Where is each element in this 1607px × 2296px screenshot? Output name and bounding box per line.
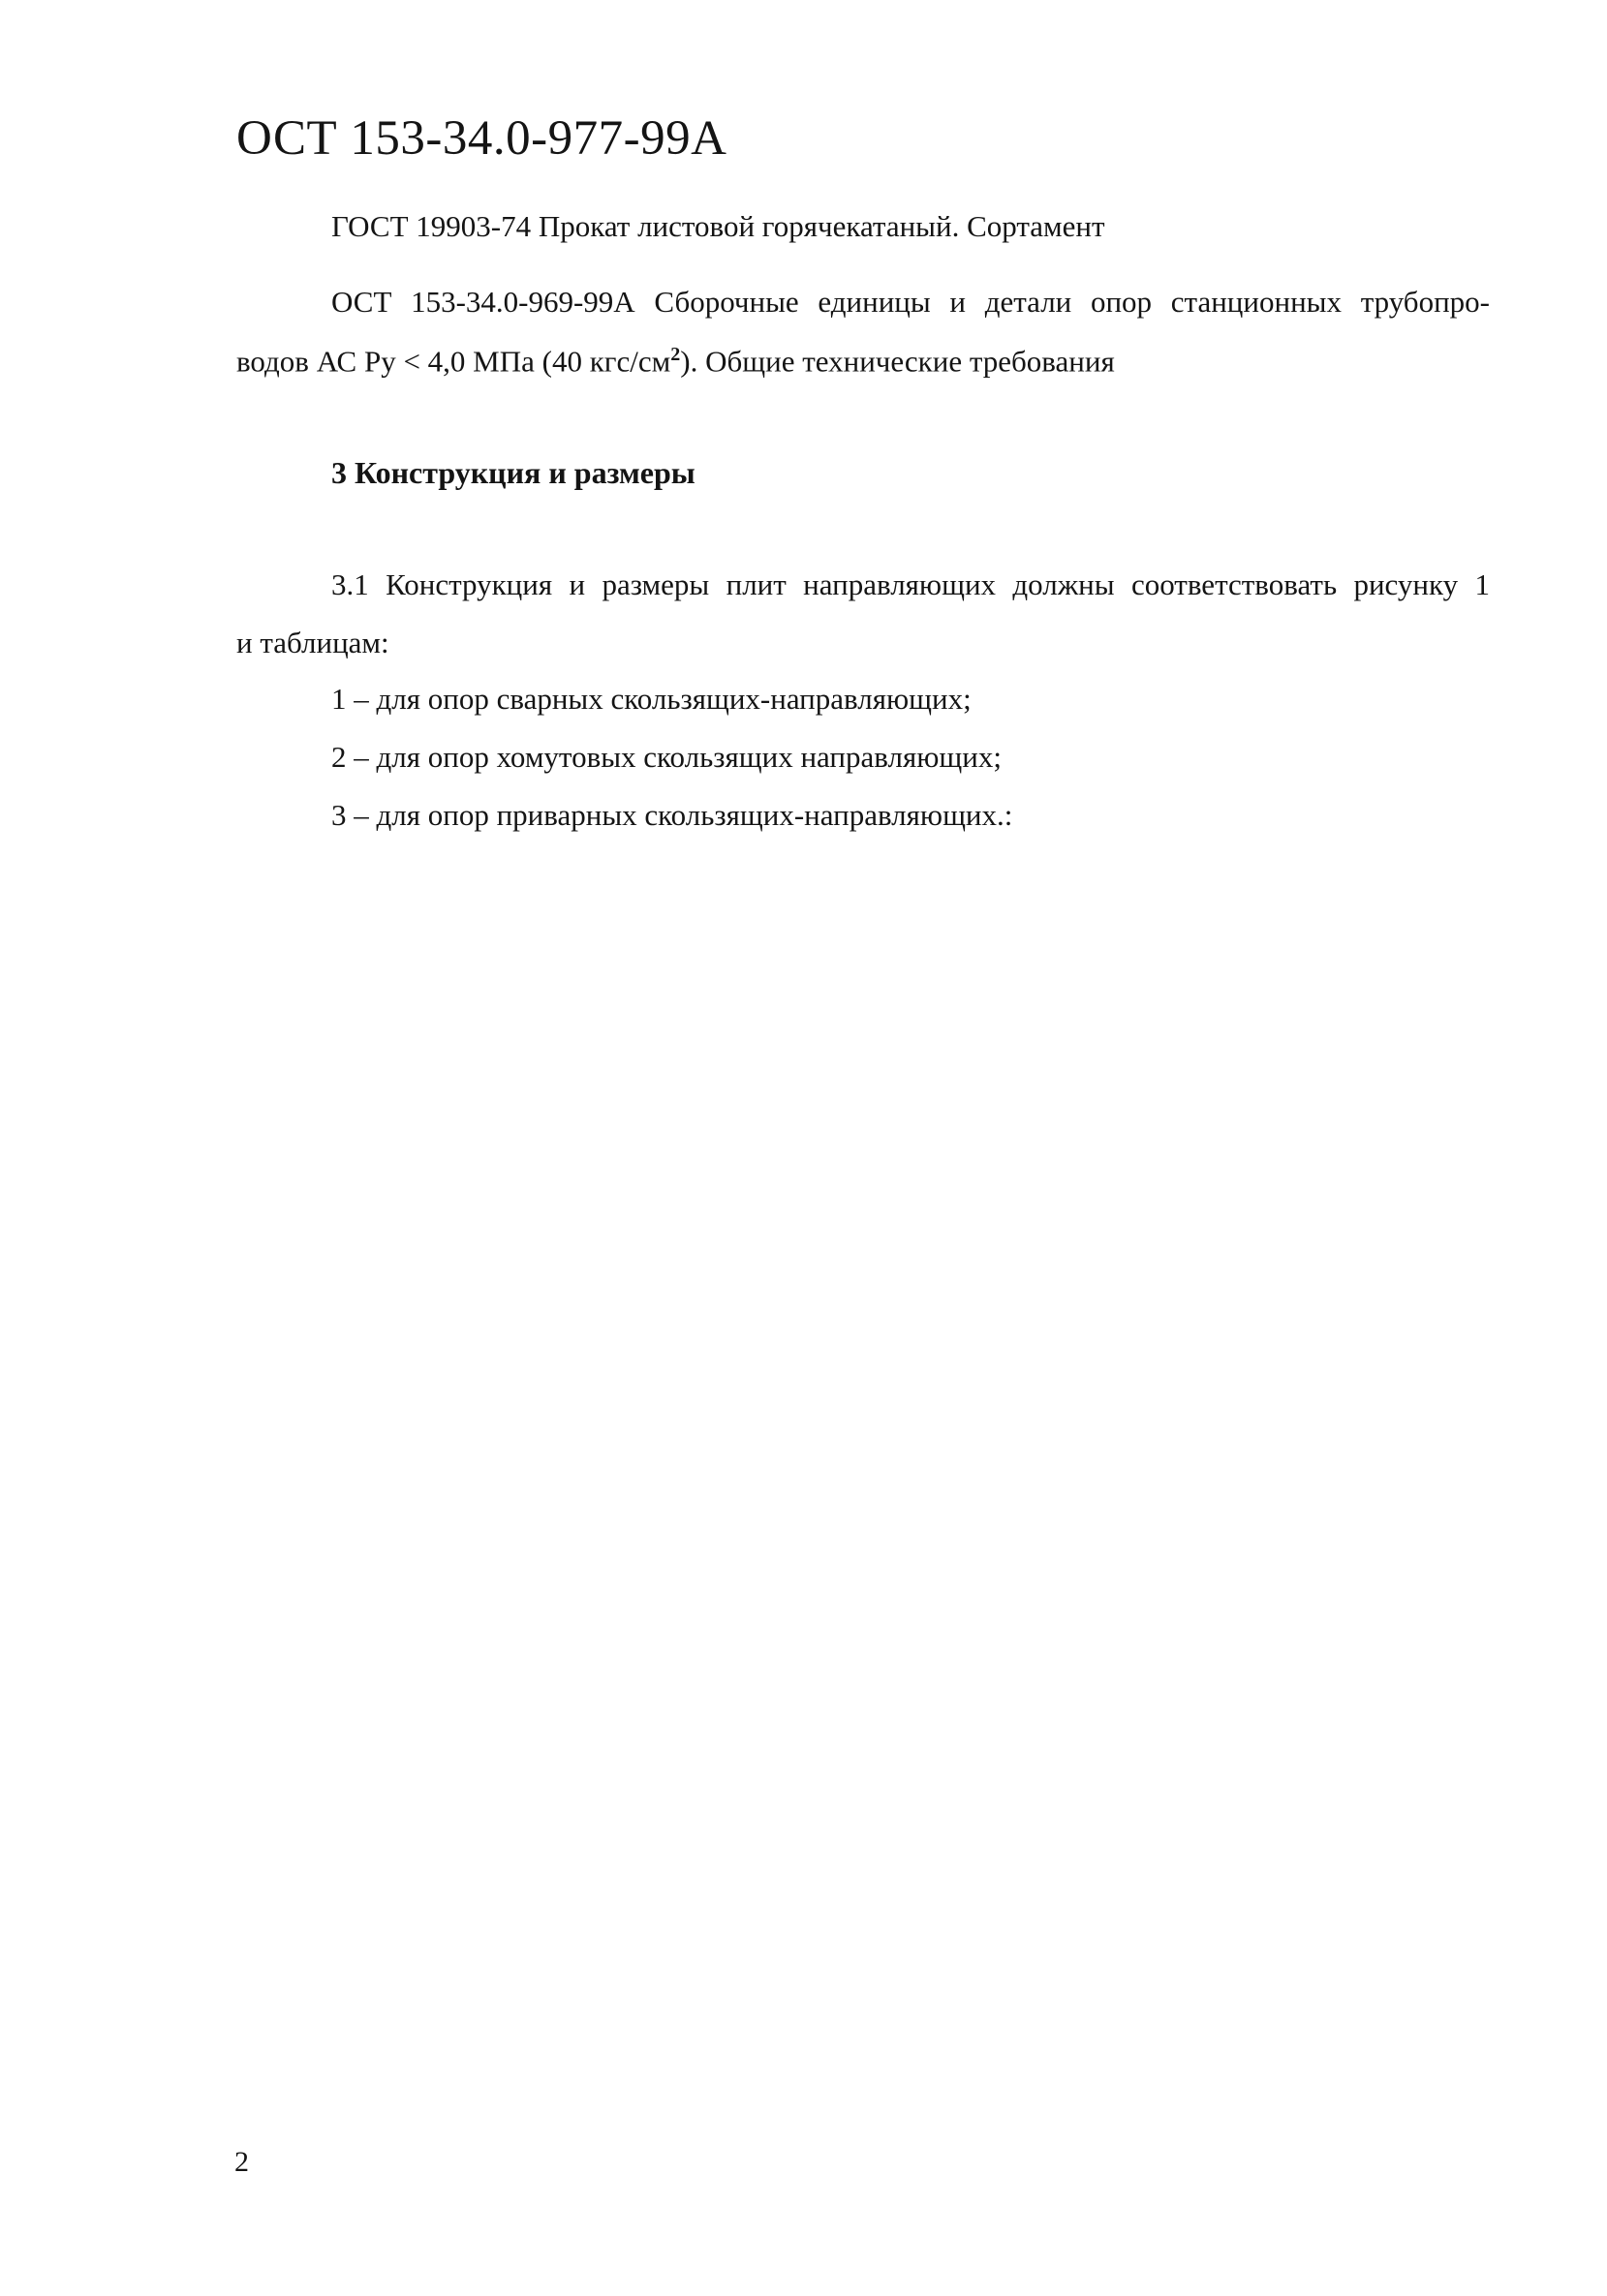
list-item: 1 – для опор сварных скользящих-направляющих; bbox=[331, 682, 972, 716]
section-heading: 3 Конструкция и размеры bbox=[331, 455, 695, 490]
reference-ost-969-line2 bbox=[236, 344, 1115, 379]
list-item: 3 – для опор приварных скользящих-направляющих.: bbox=[331, 798, 1013, 832]
document-code-header: ОСТ 153-34.0-977-99А bbox=[236, 111, 727, 166]
list-item: 2 – для опор хомутовых скользящих направляющих; bbox=[331, 740, 1002, 774]
reference-gost-19903: ГОСТ 19903-74 Прокат листовой горячекатаный. Сортамент bbox=[331, 209, 1105, 243]
reference-ost-969-line2-start: водов АС Ру < 4,0 МПа (40 кгс/см bbox=[236, 344, 671, 379]
reference-ost-969-line2-end: ). Общие технические требования bbox=[680, 344, 1115, 379]
page-number: 2 bbox=[234, 2146, 249, 2178]
reference-ost-969-line1: ОСТ 153-34.0-969-99А Сборочные единицы и детали опор станционных трубопро- bbox=[331, 285, 1490, 319]
paragraph-3-1-line1: 3.1 Конструкция и размеры плит направляющих должны соответствовать рисунку 1 bbox=[331, 567, 1490, 601]
superscript-square: 2 bbox=[670, 344, 681, 365]
paragraph-3-1-line2: и таблицам: bbox=[236, 626, 389, 659]
